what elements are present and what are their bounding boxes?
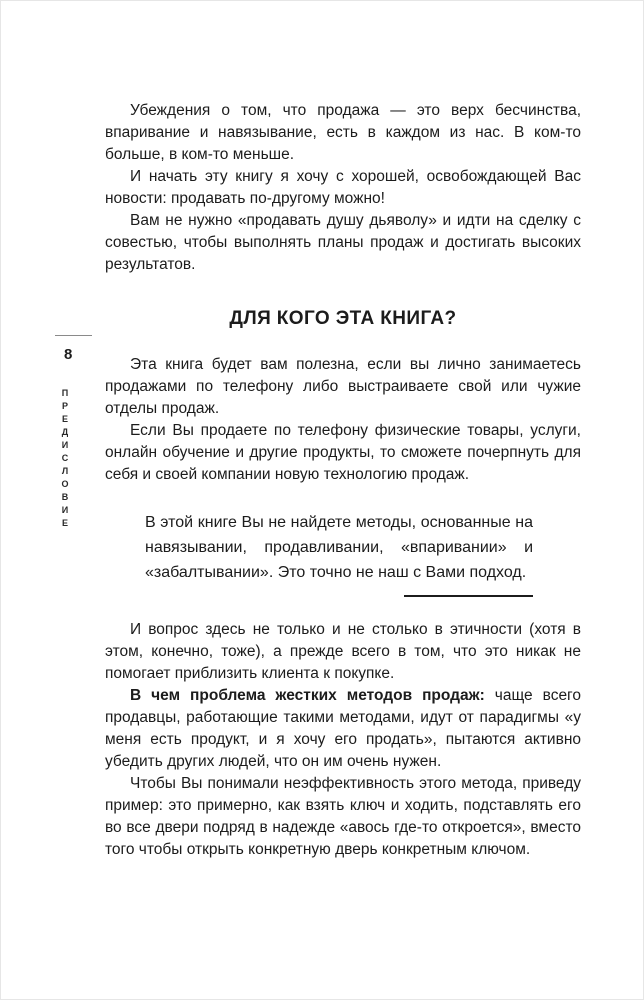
quote-block [145,510,533,597]
paragraph-section-2: Если Вы продаете по телефону физические товары, услуги, онлайн обучение и другие продукты, то сможете почерпнуть для себя и своей компании новую технологию продаж. [105,422,581,483]
paragraph-problem [105,685,581,773]
paragraph-problem-bold-lead: В чем проблема жестких методов продаж: [130,687,485,704]
paragraph-intro-1: Убеждения о том, что продажа — это верх бесчинства, впаривание и навязывание, есть в каждом из нас. В ком-то больше, в ком-то меньше. [105,102,581,163]
paragraph-intro-3: Вам не нужно «продавать душу дьяволу» и идти на сделку с совестью, чтобы выполнять планы продаж и достигать высоких результатов. [105,212,581,273]
page-number: 8 [64,346,73,363]
paragraph-section-1: Эта книга будет вам полезна, если вы лично занимаетесь продажами по телефону либо выстраиваете свой или чужие отделы продаж. [105,356,581,417]
paragraph-intro-2: И начать эту книгу я хочу с хорошей, освобождающей Вас новости: продавать по-другому можно! [105,168,581,207]
page-content [105,100,581,861]
paragraph-problem-rest: чаще всего продавцы, работающие такими методами, идут от парадигмы «у меня есть продукт, и я хочу его продать», пытаются активно убедить других людей, что он им очень нужен. [105,687,581,770]
chapter-label-vertical: ПРЕДИСЛОВИЕ [60,388,70,531]
quote-text: В этой книге Вы не найдете методы, основанные на навязывании, продавливании, «впаривании» и «забалтывании». Это точно не наш с Вами подход. [145,514,533,581]
paragraph-closing: Чтобы Вы понимали неэффективность этого метода, приведу пример: это примерно, как взять ключ и ходить, подставлять его во все двери подряд в надежде «авось где-то откроется», вместо того чтобы открыть конкретную дверь конкретным ключом. [105,775,581,858]
quote-rule [404,595,533,597]
paragraph-discussion: И вопрос здесь не только и не столько в этичности (хотя в этом, конечно, тоже), а прежде всего в том, что это никак не помогает приблизить клиента к покупке. [105,621,581,682]
section-heading: ДЛЯ КОГО ЭТА КНИГА? [229,308,457,329]
margin-rule [55,335,92,336]
